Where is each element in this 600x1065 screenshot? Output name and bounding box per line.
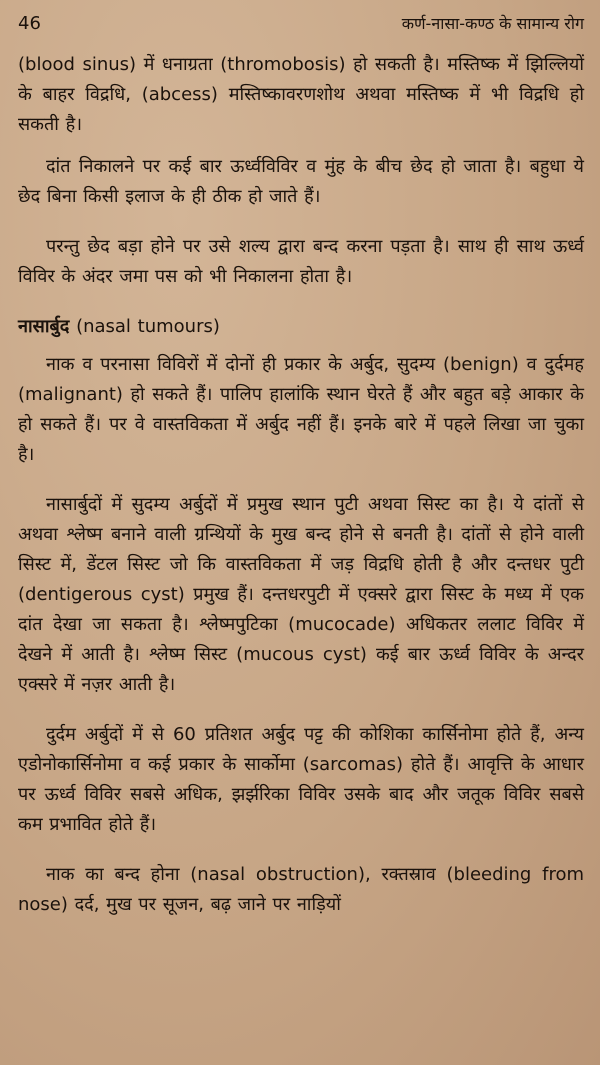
section-heading <box>18 312 584 342</box>
paragraph: नासार्बुदों में सुदम्य अर्बुदों में प्रमुख स्थान पुटी अथवा सिस्ट का है। ये दांतों से अथवा श्लेष्म बनाने वाली ग्रन्थियों के मुख बन्द होने से बनती है। दांतों से होने वाली सिस्ट में, डेंटल सिस्ट जो कि वास्तविकता में जड़ विद्रधि होती है और दन्तधर पुटी (dentigerous cyst) प्रमुख हैं। दन्तधरपुटी में एक्सरे द्वारा सिस्ट के मध्य में एक दांत देखा जा सकता है। श्लेष्मपुटिका (mucocade) अधिकतर ललाट विविर में देखने में आती है। श्लेष्म सिस्ट (mucous cyst) कई बार ऊर्ध्व विविर के अन्दर एक्सरे में नज़र आती है। <box>18 494 584 695</box>
paragraph: परन्तु छेद बड़ा होने पर उसे शल्य द्वारा बन्द करना पड़ता है। साथ ही साथ ऊर्ध्व विविर के अंदर जमा पस को भी निकालना होता है। <box>18 236 584 287</box>
section-heading-hindi: नासार्बुद <box>18 316 70 337</box>
paragraph: दुर्दम अर्बुदों में से 60 प्रतिशत अर्बुद पट्ट की कोशिका कार्सिनोमा होते हैं, अन्य एडोनोकार्सिनोमा व कई प्रकार के सार्कोमा (sarcomas) होते हैं। आवृत्ति के आधार पर ऊर्ध्व विविर सबसे अधिक, झर्झरिका विविर उसके बाद और जतूक विविर सबसे कम प्रभावित होते हैं। <box>18 724 584 835</box>
section-heading-english: (nasal tumours) <box>76 316 220 337</box>
paragraph: (blood sinus) में धनाग्रता (thromobosis) हो सकती है। मस्तिष्क में झिल्लियों के बाहर विद्रधि, (abcess) मस्तिष्कावरणशोथ अथवा मस्तिष्क में भी विद्रधि हो सकती है। <box>18 54 584 135</box>
paragraph: दांत निकालने पर कई बार ऊर्ध्वविविर व मुंह के बीच छेद हो जाता है। बहुधा ये छेद बिना किसी इलाज के ही ठीक हो जाते हैं। <box>18 156 584 207</box>
page-number: 46 <box>18 13 41 34</box>
running-head <box>18 12 584 42</box>
book-title: कर्ण-नासा-कण्ठ के सामान्य रोग <box>401 14 584 33</box>
body-text <box>18 50 584 920</box>
paragraph: नाक व परनासा विविरों में दोनों ही प्रकार के अर्बुद, सुदम्य (benign) व दुर्दमह (malignant) हो सकते हैं। पालिप हालांकि स्थान घेरते हैं और बहुत बड़े आकार के हो सकते हैं। पर वे वास्तविकता में अर्बुद नहीं हैं। इनके बारे में पहले लिखा जा चुका है। <box>18 354 584 465</box>
paragraph: नाक का बन्द होना (nasal obstruction), रक्तस्राव (bleeding from nose) दर्द, मुख पर सूजन, बढ़ जाने पर नाड़ियों <box>18 864 584 915</box>
